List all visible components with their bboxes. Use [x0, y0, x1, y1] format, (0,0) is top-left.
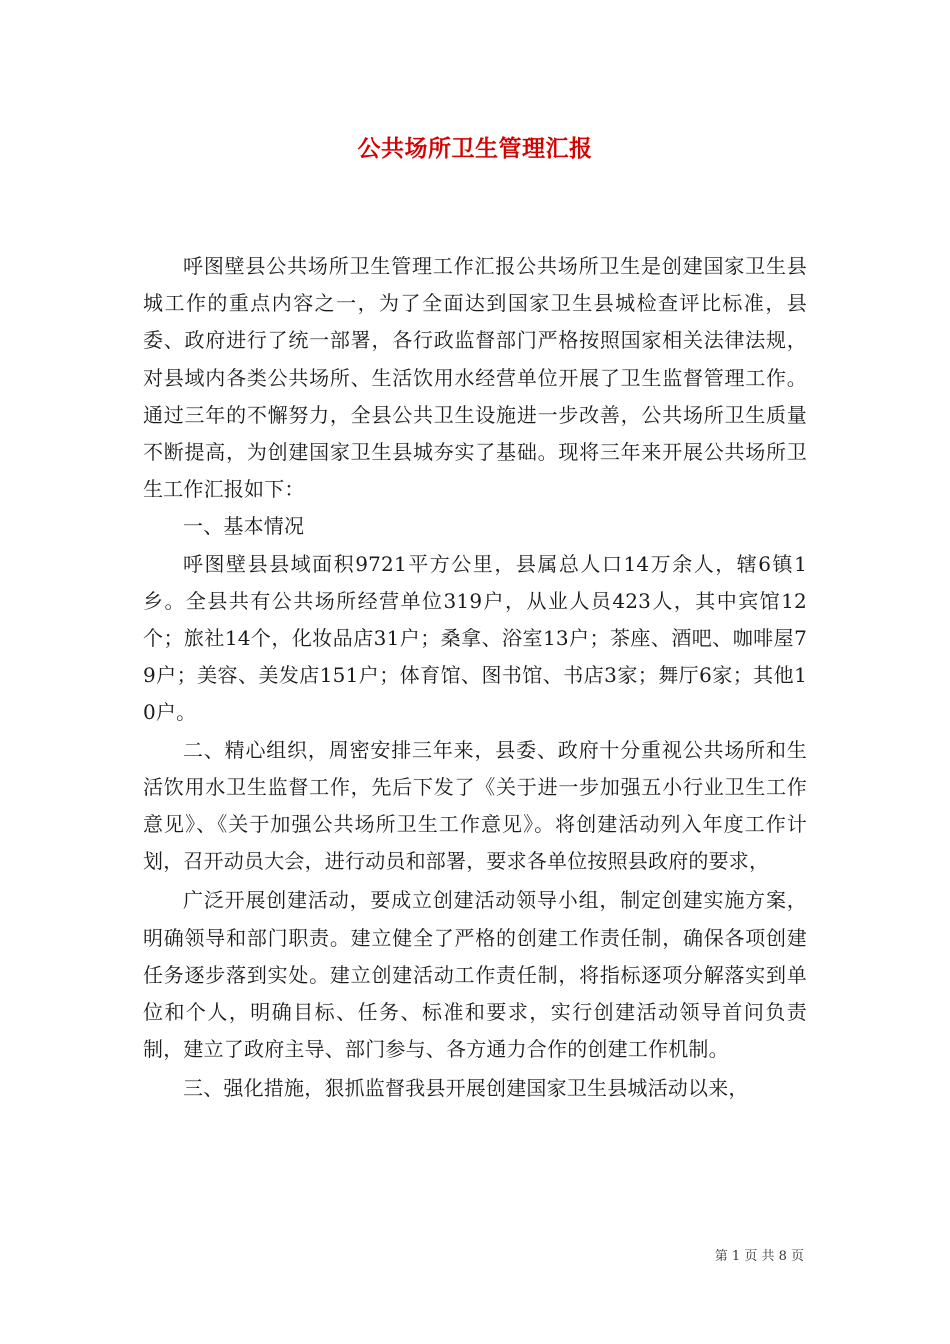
paragraph-intro: 呼图壁县公共场所卫生管理工作汇报公共场所卫生是创建国家卫生县城工作的重点内容之一，为了全面达到国家卫生县城检查评比标准，县委、政府进行了统一部署，各行政监督部门严格按照国家相关法律法规，对县域内各类公共场所、生活饮用水经营单位开展了卫生监督管理工作。通过三年的不懈努力，全县公共卫生设施进一步改善，公共场所卫生质量不断提高，为创建国家卫生县城夯实了基础。现将三年来开展公共场所卫生工作汇报如下：	[143, 254, 807, 502]
paragraph-organization: 二、精心组织，周密安排三年来，县委、政府十分重视公共场所和生活饮用水卫生监督工作，先后下发了《关于进一步加强五小行业卫生工作意见》、《关于加强公共场所卫生工作意见》。将创建活动列入年度工作计划，召开动员大会，进行动员和部署，要求各单位按照县政府的要求，	[143, 737, 807, 874]
document-body	[143, 248, 807, 1108]
paragraph-basic-situation: 呼图壁县县域面积9721平方公里，县属总人口14万余人，辖6镇1乡。全县共有公共场所经营单位319户，从业人员423人，其中宾馆12个；旅社14个，化妆品店31户；桑拿、浴室13户；茶座、酒吧、咖啡屋79户；美容、美发店151户；体育馆、图书馆、书店3家；舞厅6家；其他10户。	[143, 551, 807, 725]
paragraph-measures: 三、强化措施，狠抓监督我县开展创建国家卫生县城活动以来，	[183, 1076, 749, 1101]
document-title: 公共场所卫生管理汇报	[357, 135, 593, 162]
page-number: 第 1 页 共 8 页	[714, 1249, 804, 1264]
section-heading-basic-situation: 一、基本情况	[183, 514, 305, 539]
paragraph-activities: 广泛开展创建活动，要成立创建活动领导小组，制定创建实施方案，明确领导和部门职责。建立健全了严格的创建工作责任制，确保各项创建任务逐步落到实处。建立创建活动工作责任制，将指标逐项分解落实到单位和个人，明确目标、任务、标准和要求，实行创建活动领导首问负责制，建立了政府主导、部门参与、各方通力合作的创建工作机制。	[143, 888, 807, 1062]
